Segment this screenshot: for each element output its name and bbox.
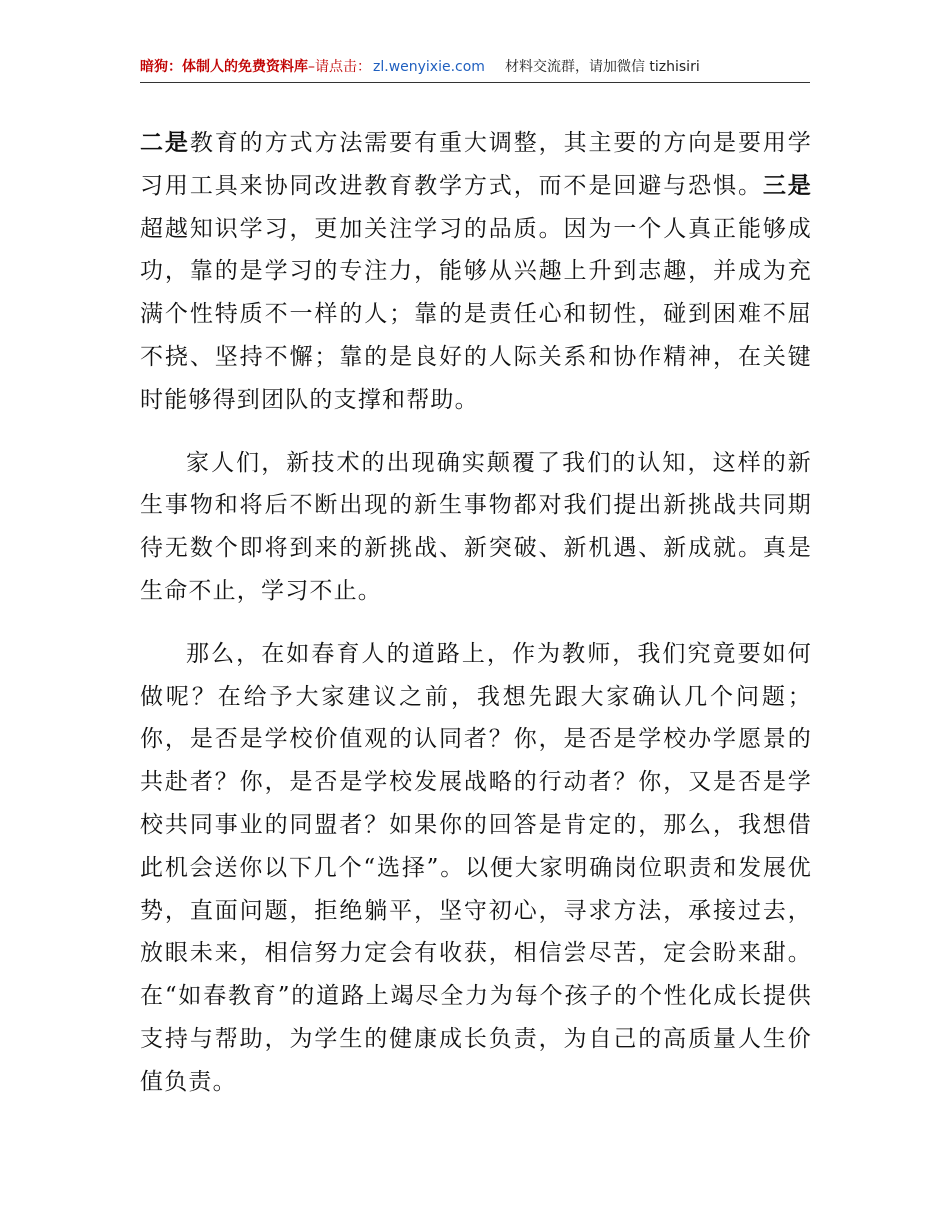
- paragraph-1-text-a: 教育的方式方法需要有重大调整，其主要的方向是要用学习用工具来协同改进教育教学方式，而不是回避与恐惧。: [140, 130, 813, 199]
- header-group-info: 材料交流群，请加微信 tizhisiri: [504, 59, 700, 75]
- bold-lead-2: 二是: [140, 129, 190, 156]
- paragraph-3: 那么，在如春育人的道路上，作为教师，我们究竟要如何做呢？在给予大家建议之前，我想先跟大家确认几个问题；你，是否是学校价值观的认同者？你，是否是学校办学愿景的共赴者？你，是否是学校发展战略的行动者？你，又是否是学校共同事业的同盟者？如果你的回答是肯定的，那么，我想借此机会送你以下几个“选择”。以便大家明确岗位职责和发展优势，直面问题，拒绝躺平，坚守初心，寻求方法，承接过去，放眼未来，相信努力定会有收获，相信尝尽苦，定会盼来甜。在“如春教育”的道路上竭尽全力为每个孩子的个性化成长提供支持与帮助，为学生的健康成长负责，为自己的高质量人生价值负责。: [140, 640, 812, 1095]
- paragraph-1-text-b: 超越知识学习，更加关注学习的品质。因为一个人真正能够成功，靠的是学习的专注力，能够从兴趣上升到志趣，并成为充满个性特质不一样的人；靠的是责任心和韧性，碰到困难不屈不挠、坚持不懈；靠的是良好的人际关系和协作精神，在关键时能够得到团队的支撑和帮助。: [140, 215, 812, 413]
- paragraph-2: 家人们，新技术的出现确实颠覆了我们的认知，这样的新生事物和将后不断出现的新生事物都对我们提出新挑战共同期待无数个即将到来的新挑战、新突破、新机遇、新成就。真是生命不止，学习不止。: [140, 449, 812, 604]
- header-link[interactable]: zl.wenyixie.com: [373, 59, 485, 75]
- header-brand: 暗狗：体制人的免费资料库: [140, 59, 308, 75]
- document-body: [140, 122, 812, 1124]
- header-prompt: –请点击：: [308, 59, 371, 75]
- page-header: [140, 56, 810, 83]
- bold-lead-3: 三是: [762, 171, 813, 199]
- paragraph-1: [140, 122, 812, 422]
